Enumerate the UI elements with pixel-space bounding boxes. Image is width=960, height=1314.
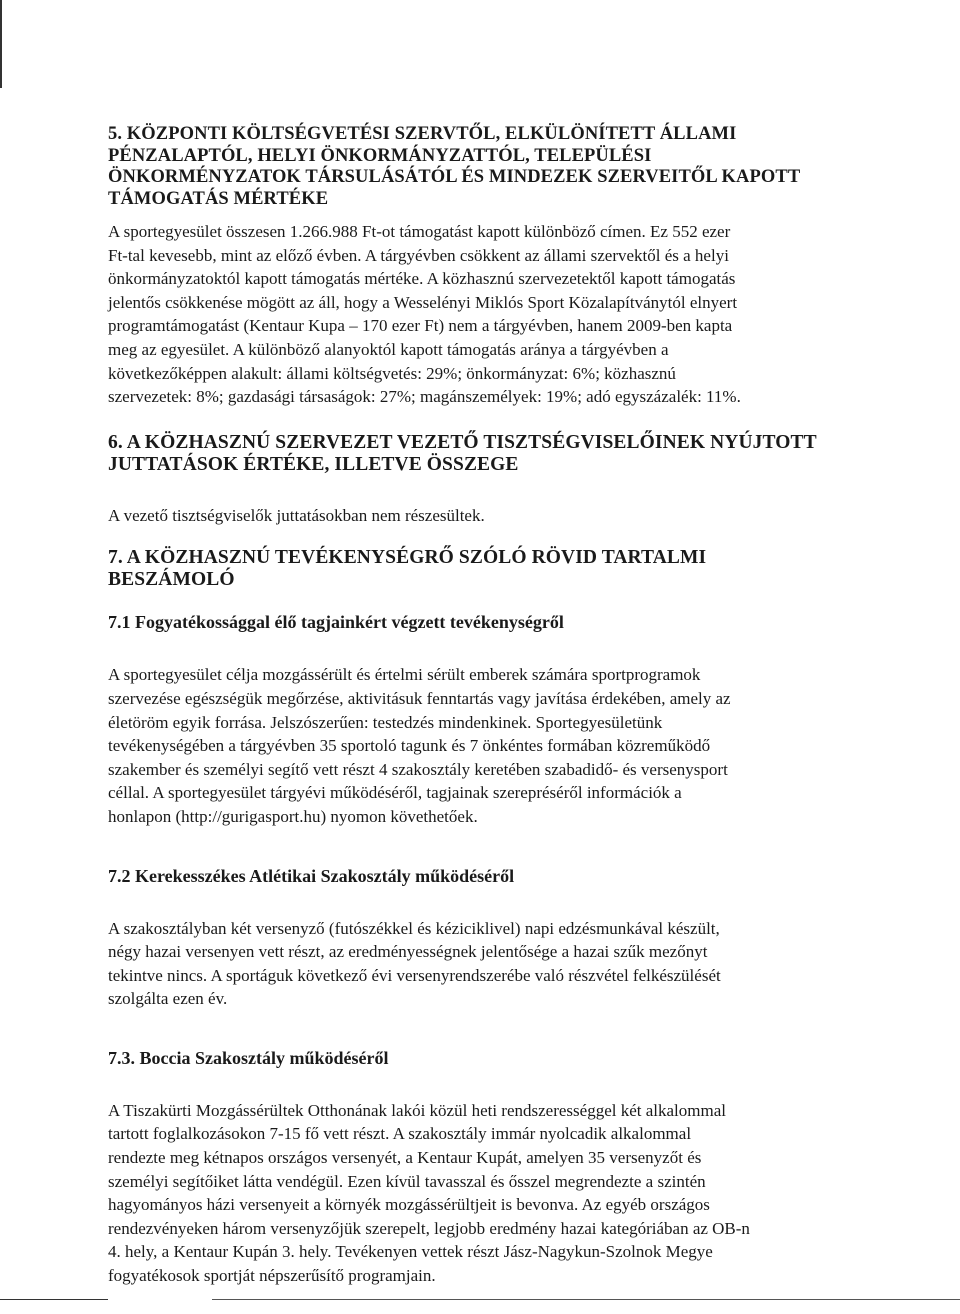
section-6-heading: 6. A KÖZHASZNÚ SZERVEZET VEZETŐ TISZTSÉGVISELŐINEK NYÚJTOTT JUTTATÁSOK ÉRTÉKE, ILLETVE ÖSSZEGE <box>108 431 817 475</box>
section-5-body: A sportegyesület összesen 1.266.988 Ft-ot támogatást kapott különböző címen. Ez 552 ezer Ft-tal kevesebb, mint az előző évben. A tárgyévben csökkent az állami szervektől és a helyi önkormányzatoktól kapott támogatás mértéke. A közhasznú szervezetektől kapott támogatás jelentős csökkenése mögött az áll, hogy a Wesselényi Miklós Sport Közalapítványtól elnyert programtámogatást (Kentaur Kupa – 170 ezer Ft) nem a tárgyévben, hanem 2009-ben kapta meg az egyesület. A különböző alanyoktól kapott támogatás aránya a tárgyévben a következőképpen alakult: állami költségvetés: 29%; önkormányzat: 6%; közhasznú szervezetek: 8%; gazdasági társaságok: 27%; magánszemélyek: 19%; adó egyszázalék: 11%. <box>108 222 741 407</box>
section-6-body: A vezető tisztségviselők juttatásokban nem részesültek. <box>108 505 485 525</box>
section-7-heading: 7. A KÖZHASZNÚ TEVÉKENYSÉGRŐ SZÓLÓ RÖVID TARTALMI BESZÁMOLÓ <box>108 547 707 591</box>
section-7-2-heading: 7.2 Kerekesszékes Atlétikai Szakosztály működéséről <box>108 865 515 886</box>
section-5-heading: 5. KÖZPONTI KÖLTSÉGVETÉSI SZERVTŐL, ELKÜLÖNÍTETT ÁLLAMI PÉNZALAPTÓL, HELYI ÖNKORMÁNYZATTÓL, TELEPÜLÉSI ÖNKORMÉNYZATOK TÁRSULÁSÁTÓL ÉS MINDEZEK SZERVEITŐL KAPOTT TÁMOGATÁS MÉRTÉKE <box>108 124 801 209</box>
bottom-scan-line-right <box>212 1299 960 1300</box>
scan-edge-mark <box>0 0 2 88</box>
section-7-3-body: A Tiszakürti Mozgássérültek Otthonának lakói közül heti rendszerességgel két alkalommal tartott foglalkozásokon 7-15 fő vett részt. A szakosztály immár nyolcadik alkalommal rendezte meg kétnapos országos versenyét, a Kentaur Kupát, amelyen 35 versenyzőt és személyi segítőiket látta vendégül. Ezen kívül tavasszal és ősszel megrendezte a szintén hagyományos házi versenyeit a környék mozgássérültjeit is bevonva. Az egyéb országos rendezvényeken három versenyzőjük szerepelt, legjobb eredmény hazai kategóriában az OB-n 4. hely, a Kentaur Kupán 3. hely. Tevékenyen vettek részt Jász-Nagykun-Szolnok Megye fogyatékosok sportját népszerűsítő programjain. <box>108 1100 750 1286</box>
section-7-1-body: A sportegyesület célja mozgássérült és értelmi sérült emberek számára sportprogramok szervezése egészségük megőrzése, aktivitásuk fenntartás vagy javítása érdekében, amely az életöröm egyik forrása. Jelszószerűen: testedzés mindenkinek. Sportegyesületünk tevékenységében a tárgyévben 35 sportoló tagunk és 7 önkéntes formában közreműködő szakember és személyi segítő vett részt 4 szakosztály keretében szabadidő- és versenysport céllal. A sportegyesület tárgyévi működéséről, tagjainak szerepréséről információk a honlapon (http://gurigasport.hu) nyomon követhetőek. <box>108 665 731 826</box>
bottom-scan-line-left <box>0 1299 108 1300</box>
section-7-3-heading: 7.3. Boccia Szakosztály működéséről <box>108 1047 389 1068</box>
section-7-2-body: A szakosztályban két versenyző (futószékkel és kéziciklivel) napi edzésmunkával készült, négy hazai versenyen vett részt, az eredményességnek jelentősége a hazai szűk mezőnyt tekintve nincs. A sportáguk következő évi versenyrendszerébe való részvétel felkészülését szolgálta ezen év. <box>108 918 721 1009</box>
document-page <box>108 124 824 1288</box>
section-7-1-heading: 7.1 Fogyatékossággal élő tagjainkért végzett tevékenységről <box>108 612 564 633</box>
